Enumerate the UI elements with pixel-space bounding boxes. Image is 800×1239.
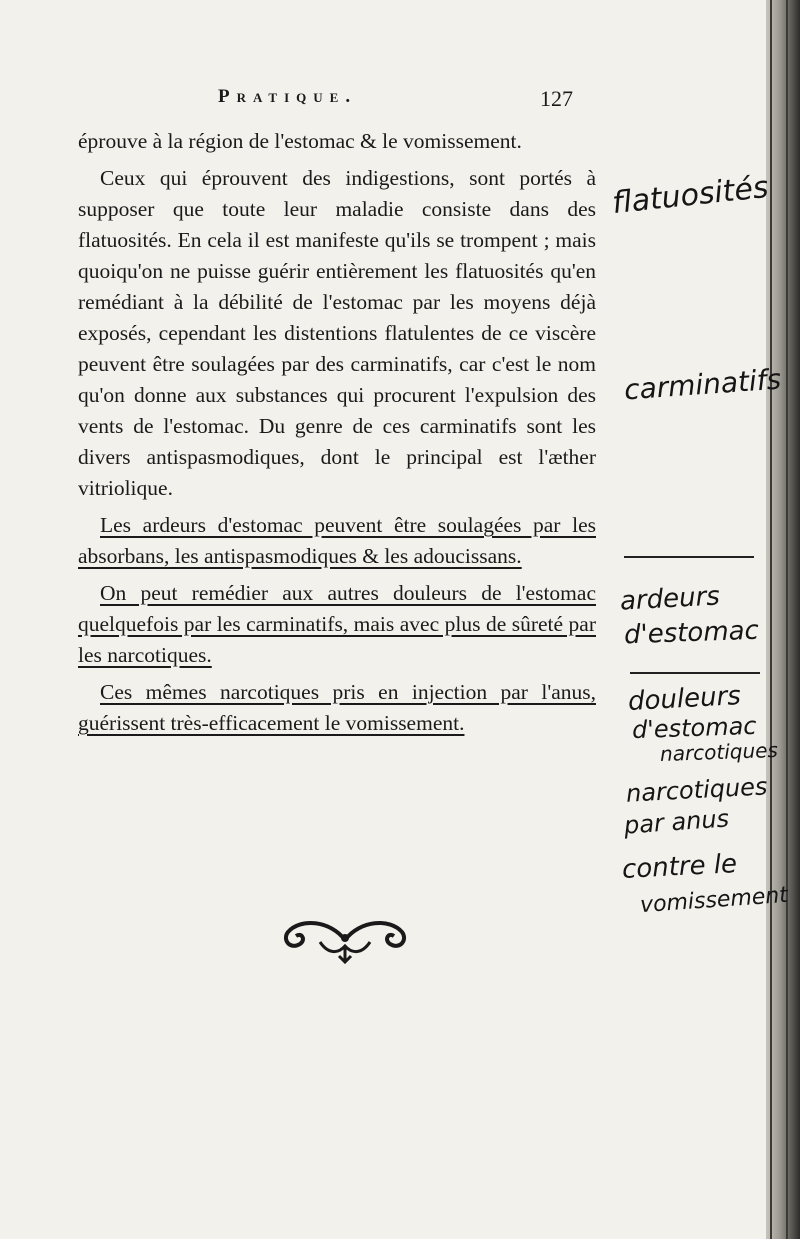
margin-rule xyxy=(630,672,760,674)
margin-note: vomissement xyxy=(639,882,789,919)
margin-note: carminatifs xyxy=(623,362,783,407)
running-title: Pratique. xyxy=(218,86,358,107)
paragraph-indigestions: Ceux qui éprouvent des indigestions, sont portés à supposer que toute leur maladie consiste dans des flatuosités. En cela il est manifeste qu'ils se trompent ; mais quoiqu'on ne puisse guérir entièrement les flatuosités qu'en remédiant à la débilité de l'estomac par les moyens déjà exposés, cependant les distentions flatulentes de ce viscère peuvent être soulagées par des carminatifs, car c'est le nom qu'on donne aux substances qui procurent l'expulsion des vents de l'estomac. Du genre de ces carminatifs sont les divers antispasmodiques, dont le principal est l'æther vitriolique. xyxy=(78,166,596,500)
paragraph-ardeurs: Les ardeurs d'estomac peuvent être soulagées par les absorbans, les antispasmodiques & les adoucissans. xyxy=(78,513,596,568)
fleuron-ornament xyxy=(280,910,410,966)
margin-note: contre le xyxy=(621,849,738,885)
margin-note: d'estomac xyxy=(623,615,760,651)
page-number: 127 xyxy=(540,86,573,111)
margin-note: flatuosités xyxy=(610,169,771,222)
margin-note: d'estomac xyxy=(631,711,757,745)
margin-note: par anus xyxy=(623,804,730,840)
margin-note: ardeurs xyxy=(619,581,721,617)
main-text-block xyxy=(78,126,596,745)
spine-edge-line xyxy=(770,0,772,1239)
margin-rule xyxy=(624,556,754,558)
margin-note: douleurs xyxy=(627,681,742,717)
margin-note: narcotiques xyxy=(659,737,779,767)
spine-edge-line xyxy=(786,0,788,1239)
paragraph-narcotiques: Ces mêmes narcotiques pris en injection par l'anus, guérissent très-efficacement le vomissement. xyxy=(78,680,596,735)
paragraph-continuation: éprouve à la région de l'estomac & le vomissement. xyxy=(78,129,522,153)
paragraph-douleurs: On peut remédier aux autres douleurs de l'estomac quelquefois par les carminatifs, mais avec plus de sûreté par les narcotiques. xyxy=(78,581,596,667)
margin-note: narcotiques xyxy=(625,772,769,808)
